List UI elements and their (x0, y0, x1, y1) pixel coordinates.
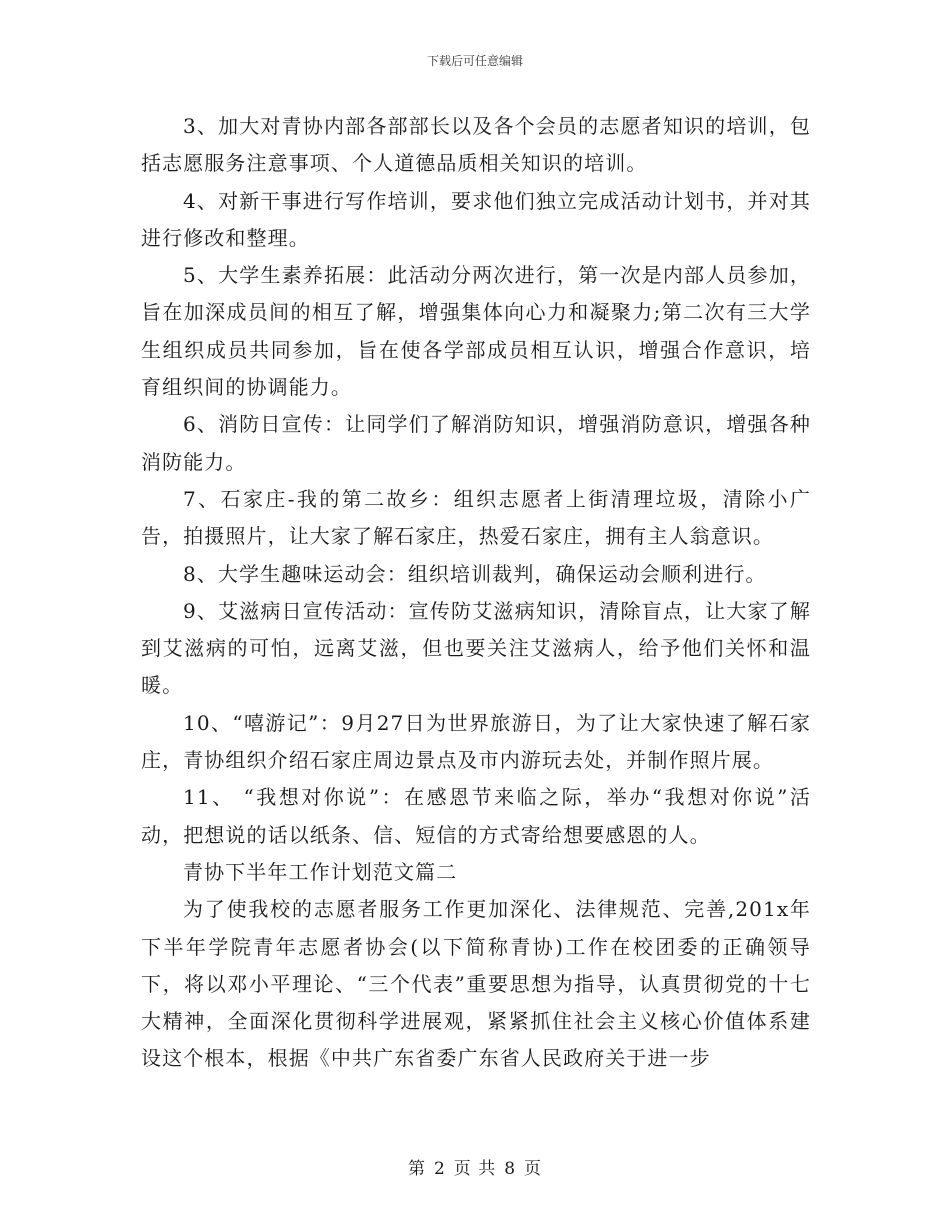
current-page-number: 2 (433, 1159, 446, 1179)
paragraph-item-3: 3、加大对青协内部各部部长以及各个会员的志愿者知识的培训，包括志愿服务注意事项、个人道德品质相关知识的培训。 (141, 114, 811, 176)
header-note: 下载后可任意编辑 (426, 54, 523, 68)
page-footer (0, 1154, 950, 1179)
document-body (141, 108, 811, 1078)
paragraph-item-8: 8、大学生趣味运动会：组织培训裁判，确保运动会顺利进行。 (183, 561, 767, 586)
section-heading: 青协下半年工作计划范文篇二 (183, 859, 458, 884)
paragraph-item-5: 5、大学生素养拓展：此活动分两次进行，第一次是内部人员参加，旨在加深成员间的相互了解，增强集体向心力和凝聚力;第二次有三大学生组织成员共同参加，旨在使各学部成员相互认识，增强合作意识，培育组织间的协调能力。 (141, 263, 811, 400)
paragraph-item-10: 10、“嘻游记”：9月27日为世界旅游日，为了让大家快速了解石家庄，青协组织介绍石家庄周边景点及市内游玩去处，并制作照片展。 (141, 710, 811, 773)
page-label-middle: 页 共 (453, 1159, 497, 1179)
paragraph-item-4: 4、对新干事进行写作培训，要求他们独立完成活动计划书，并对其进行修改和整理。 (141, 188, 811, 250)
paragraph-item-11: 11、 “我想对你说”：在感恩节来临之际，举办“我想对你说”活动，把想说的话以纸条、信、短信的方式寄给想要感恩的人。 (141, 785, 811, 847)
total-pages-number: 8 (504, 1159, 517, 1179)
paragraph-item-9: 9、艾滋病日宣传活动：宣传防艾滋病知识，清除盲点，让大家了解到艾滋病的可怕，远离艾滋，但也要关注艾滋病人，给予他们关怀和温暖。 (141, 598, 811, 698)
page-label-prefix: 第 (407, 1159, 426, 1179)
paragraph-intro: 为了使我校的志愿者服务工作更加深化、法律规范、完善,201x年下半年学院青年志愿者协会(以下简称青协)工作在校团委的正确领导下，将以邓小平理论、“三个代表”重要思想为指导，认真贯彻党的十七大精神，全面深化贯彻科学进展观，紧紧抓住社会主义核心价值体系建设这个根本，根据《中共广东省委广东省人民政府关于进一步 (141, 897, 811, 1071)
paragraph-item-7: 7、石家庄-我的第二故乡：组织志愿者上街清理垃圾，清除小广告，拍摄照片，让大家了解石家庄，热爱石家庄，拥有主人翁意识。 (141, 486, 811, 549)
page-label-suffix: 页 (524, 1159, 543, 1179)
paragraph-item-6: 6、消防日宣传：让同学们了解消防知识，增强消防意识，增强各种消防能力。 (141, 412, 811, 474)
